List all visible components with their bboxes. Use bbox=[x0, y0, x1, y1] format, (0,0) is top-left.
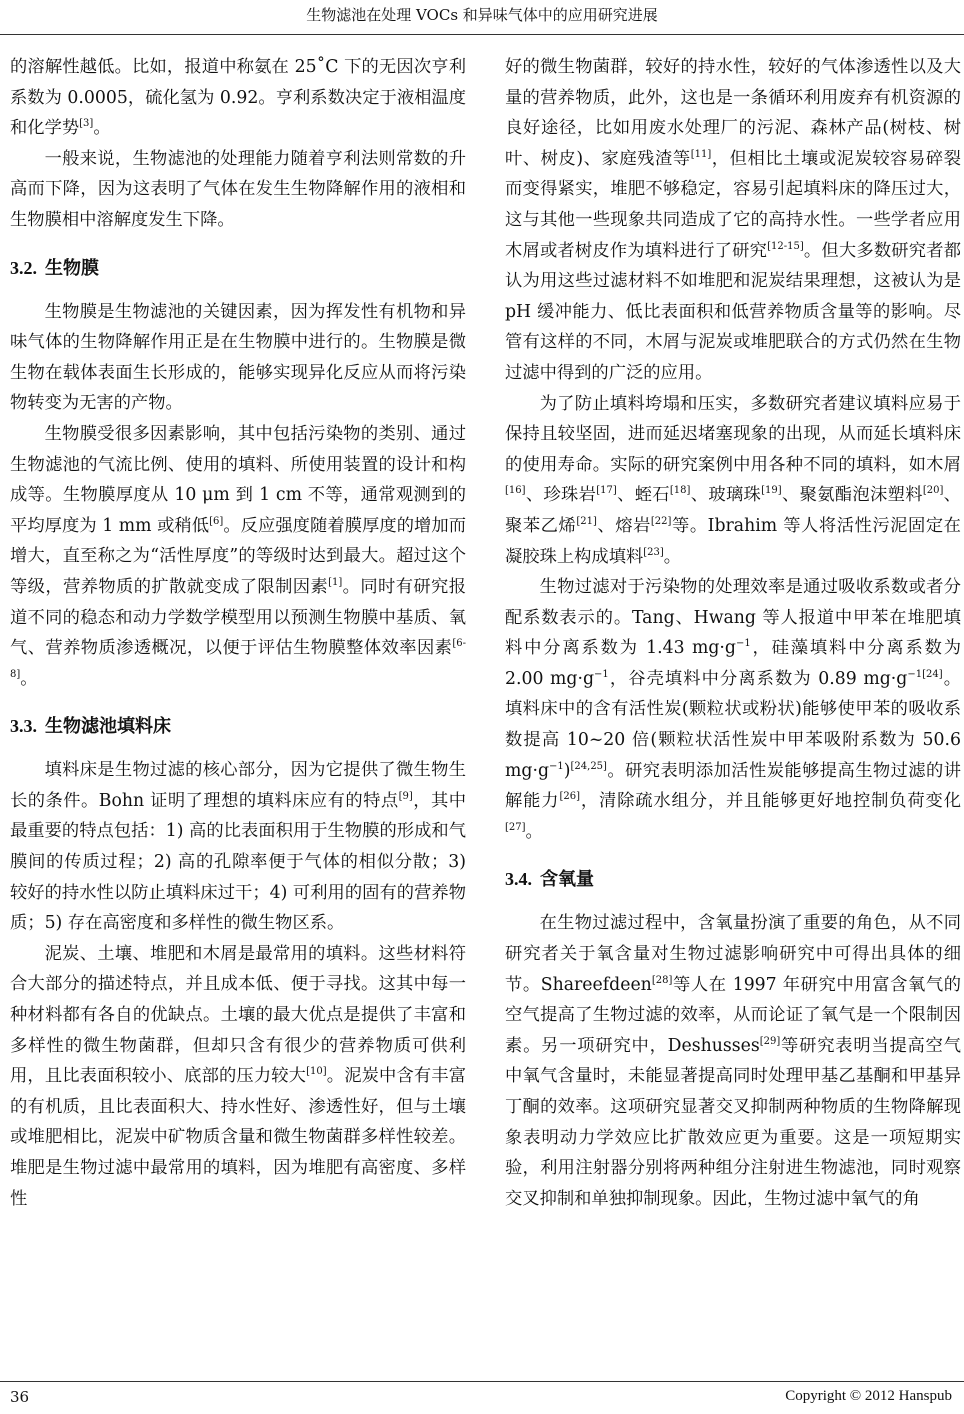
unit-exponent-citation: −1[24] bbox=[907, 668, 943, 680]
section-heading-3-2: 3.2. 生物膜 bbox=[10, 257, 99, 279]
paragraph: 为了防止填料垮塌和压实，多数研究者建议填料应易于保持且较坚固，进而延迟堵塞现象的出现，从而延长填料床的使用寿命。实际的研究案例中用各种不同的填料，如木屑[16]、珍珠岩[17]、蛭石[18]、玻璃珠[19]、聚氨酯泡沫塑料[20]、聚苯乙烯[21]、熔岩[22]等。Ibrahim 等人将活性污泥固定在凝胶珠上构成填料[23]。 bbox=[505, 393, 961, 567]
citation: [28] bbox=[651, 974, 673, 986]
citation: [26] bbox=[559, 791, 580, 803]
unit-exponent: −1 bbox=[594, 668, 609, 680]
paragraph: 生物膜受很多因素影响，其中包括污染物的类别、通过生物滤池的气流比例、使用的填料、所使用装置的设计和构成等。生物膜厚度从 10 μm 到 1 cm 不等，通常观测到的平均厚度为 1 mm 或稍低[6]。反应强度随着膜厚度的增加而增大，直至称之为“活性厚度”的等级时达到最大。超过这个等级，营养物质的扩散就变成了限制因素[1]。同时有研究报道不同的稳态和动力学数学模型用以预测生物膜中基质、氧气、营养物质渗透概况，以便于评估生物膜整体效率因素[6-8]。 bbox=[10, 423, 466, 689]
citation: [21] bbox=[576, 515, 597, 527]
citation: [27] bbox=[505, 821, 526, 833]
citation: [9] bbox=[398, 790, 413, 802]
page-number: 36 bbox=[10, 1388, 30, 1406]
right-column bbox=[505, 52, 961, 1214]
citation: [17] bbox=[596, 485, 617, 497]
running-header bbox=[0, 0, 964, 35]
citation: [23] bbox=[643, 546, 664, 558]
citation: [29] bbox=[759, 1035, 781, 1047]
citation: [24,25] bbox=[570, 760, 607, 772]
citation: [1] bbox=[328, 576, 343, 588]
paragraph: 填料床是生物过滤的核心部分，因为它提供了微生物生长的条件。Bohn 证明了理想的填料床应有的特点[9]，其中最重要的特点包括：1) 高的比表面积用于生物膜的形成和气膜间的传质过程；2) 高的孔隙率便于气体的相似分散；3) 较好的持水性以防止填料床过干；4) 可利用的固有的营养物质；5) 存在高密度和多样性的微生物区系。 bbox=[10, 760, 466, 934]
section-heading-3-3: 3.3. 生物滤池填料床 bbox=[10, 716, 171, 738]
copyright-notice: Copyright © 2012 Hanspub bbox=[785, 1388, 952, 1404]
citation: [11] bbox=[690, 148, 712, 160]
paragraph: 生物过滤对于污染物的处理效率是通过吸收系数或者分配系数表示的。Tang、Hwang 等人报道中甲苯在堆肥填料中分离系数为 1.43 $mg\cdot g^{-1}$，硅藻填料中分离系数为 2.00 $mg\cdot g^{-1}$，谷壳填料中分离系数为 0.89 $mg\cdot g^{-1[24]}$。填料床中的含有活性炭(颗粒状或粉状)能够使甲苯的吸收系数提高 10~20 倍(颗粒状活性炭中甲苯吸附系数为 50.6 $mg\cdot g^{-1})[24,25]$。研究表明添加活性炭能够提高生物过滤的讲解能力[26]，清除疏水组分，并且能够更好地控制负荷变化[27]。 bbox=[505, 577, 961, 842]
citation: [6-8] bbox=[10, 638, 466, 680]
citation: [19] bbox=[761, 485, 782, 497]
citation: [22] bbox=[650, 515, 672, 527]
footer-rule bbox=[0, 1381, 964, 1382]
paragraph: 好的微生物菌群，较好的持水性，较好的气体渗透性以及大量的营养物质，此外，这也是一条循环利用废弃有机资源的良好途径，比如用废水处理厂的污泥、森林产品(树枝、树叶、树皮)、家庭残渣等[11]，但相比土壤或泥炭较容易碎裂而变得紧实，堆肥不够稳定，容易引起填料床的降压过大，这与其他一些现象共同造成了它的高持水性。一些学者应用木屑或者树皮作为填料进行了研究[12-15]。但大多数研究者都认为用这些过滤材料不如堆肥和泥炭结果理想，这被认为是 pH 缓冲能力、低比表面积和低营养物质含量等的影响。尽管有这样的不同，木屑与泥炭或堆肥联合的方式仍然在生物过滤中得到的广泛的应用。 bbox=[505, 57, 961, 383]
citation: [18] bbox=[669, 485, 691, 497]
unit-exponent: −1 bbox=[735, 638, 751, 650]
unit-exponent: −1 bbox=[549, 760, 564, 772]
paragraph: 在生物过滤过程中，含氧量扮演了重要的角色，从不同研究者关于氧含量对生物过滤影响研究中可得出具体的细节。Shareefdeen[28]等人在 1997 年研究中用富含氧气的空气提高了生物过滤的效率，从而论证了氧气是一个限制因素。另一项研究中，Deshusses[29]等研究表明当提高空气中氧气含量时，未能显著提高同时处理甲基乙基酮和甲基异丁酮的效率。这项研究显著交叉抑制两种物质的生物降解现象表明动力学效应比扩散效应更为重要。这是一项短期实验，利用注射器分别将两种组分注射进生物滤池，同时观察交叉抑制和单独抑制现象。因此，生物过滤中氧气的角 bbox=[505, 913, 962, 1209]
citation: [6] bbox=[209, 515, 224, 527]
paragraph: 泥炭、土壤、堆肥和木屑是最常用的填料。这些材料符合大部分的描述特点，并且成本低、便于寻找。这其中每一种材料都有各自的优缺点。土壤的最大优点是提供了丰富和多样性的微生物菌群，但却只含有很少的营养物质可供利用，且比表面积较小、底部的压力较大[10]。泥炭中含有丰富的有机质，且比表面积大、持水性好、渗透性好，但与土壤或堆肥相比，泥炭中矿物质含量和微生物菌群多样性较差。堆肥是生物过滤中最常用的填料，因为堆肥有高密度、多样性 bbox=[10, 943, 466, 1209]
citation: [12-15] bbox=[767, 240, 804, 252]
citation: [3] bbox=[79, 118, 94, 130]
paragraph: 的溶解性越低。比如，报道中称氨在 25˚C 下的无因次亨利系数为 0.0005，硫化氢为 0.92。亨利系数决定于液相温度和化学势[3]。 bbox=[10, 57, 466, 139]
paragraph: 一般来说，生物滤池的处理能力随着亨利法则常数的升高而下降，因为这表明了气体在发生生物降解作用的液相和生物膜相中溶解度发生下降。 bbox=[10, 148, 466, 230]
citation: [16] bbox=[505, 485, 526, 497]
section-heading-3-4: 3.4. 含氧量 bbox=[505, 869, 594, 891]
paragraph: 生物膜是生物滤池的关键因素，因为挥发性有机物和异味气体的生物降解作用正是在生物膜中进行的。生物膜是微生物在载体表面生长形成的，能够实现异化反应从而将污染物转变为无害的产物。 bbox=[10, 301, 466, 414]
citation: [10] bbox=[306, 1066, 327, 1078]
journal-header-title: 生物滤池在处理 VOCs 和异味气体中的应用研究进展 bbox=[306, 6, 658, 24]
left-column bbox=[10, 52, 466, 1214]
citation: [20] bbox=[922, 485, 944, 497]
